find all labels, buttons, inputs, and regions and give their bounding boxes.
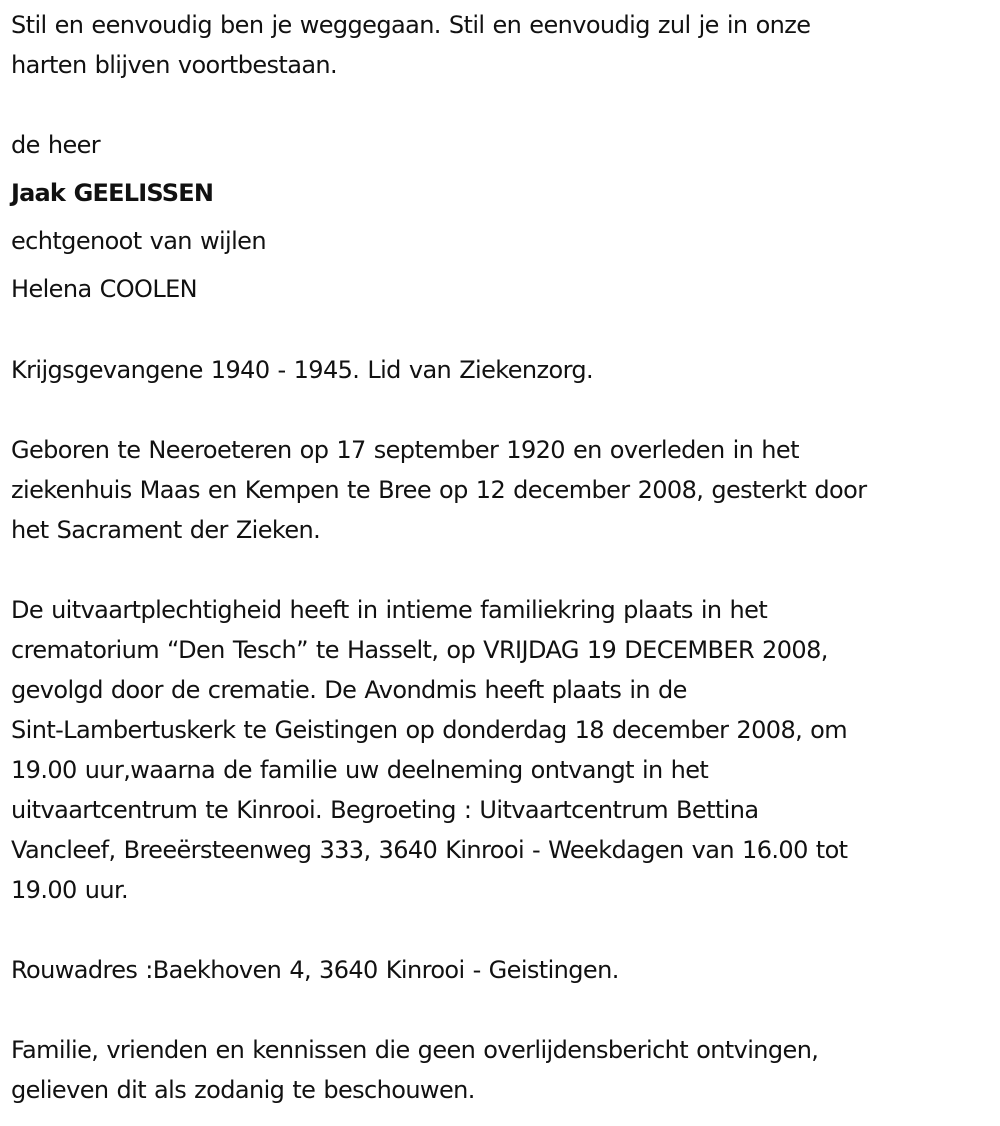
paragraph-line: gelieven dit als zodanig te beschouwen. [11, 1076, 475, 1104]
paragraph-line: gevolgd door de crematie. De Avondmis heeft plaats in de [11, 676, 687, 704]
biography-text: Krijgsgevangene 1940 - 1945. Lid van Ziekenzorg. [11, 356, 594, 384]
mourning-address-text: Rouwadres :Baekhoven 4, 3640 Kinrooi - Geistingen. [11, 956, 619, 984]
paragraph-line: De uitvaartplechtigheid heeft in intieme familiekring plaats in het [11, 596, 768, 624]
deceased-relation: echtgenoot van wijlen [11, 227, 266, 255]
deceased-name: Jaak GEELISSEN [11, 179, 214, 207]
paragraph-line: crematorium “Den Tesch” te Hasselt, op VRIJDAG 19 DECEMBER 2008, [11, 636, 828, 664]
paragraph-line: Sint-Lambertuskerk te Geistingen op donderdag 18 december 2008, om [11, 716, 848, 744]
intro-line: Stil en eenvoudig ben je weggegaan. Stil en eenvoudig zul je in onze [11, 11, 811, 39]
paragraph-line: Geboren te Neeroeteren op 17 september 1920 en overleden in het [11, 436, 799, 464]
deceased-title: de heer [11, 131, 101, 159]
paragraph-line: uitvaartcentrum te Kinrooi. Begroeting : Uitvaartcentrum Bettina [11, 796, 759, 824]
paragraph-line: ziekenhuis Maas en Kempen te Bree op 12 december 2008, gesterkt door [11, 476, 867, 504]
spouse-name: Helena COOLEN [11, 275, 198, 303]
paragraph-line: het Sacrament der Zieken. [11, 516, 321, 544]
intro-line: harten blijven voortbestaan. [11, 51, 338, 79]
paragraph-line: Vancleef, Breeërsteenweg 333, 3640 Kinrooi - Weekdagen van 16.00 tot [11, 836, 848, 864]
paragraph-line: 19.00 uur. [11, 876, 129, 904]
paragraph-line: Familie, vrienden en kennissen die geen overlijdensbericht ontvingen, [11, 1036, 819, 1064]
paragraph-line: 19.00 uur,waarna de familie uw deelneming ontvangt in het [11, 756, 709, 784]
